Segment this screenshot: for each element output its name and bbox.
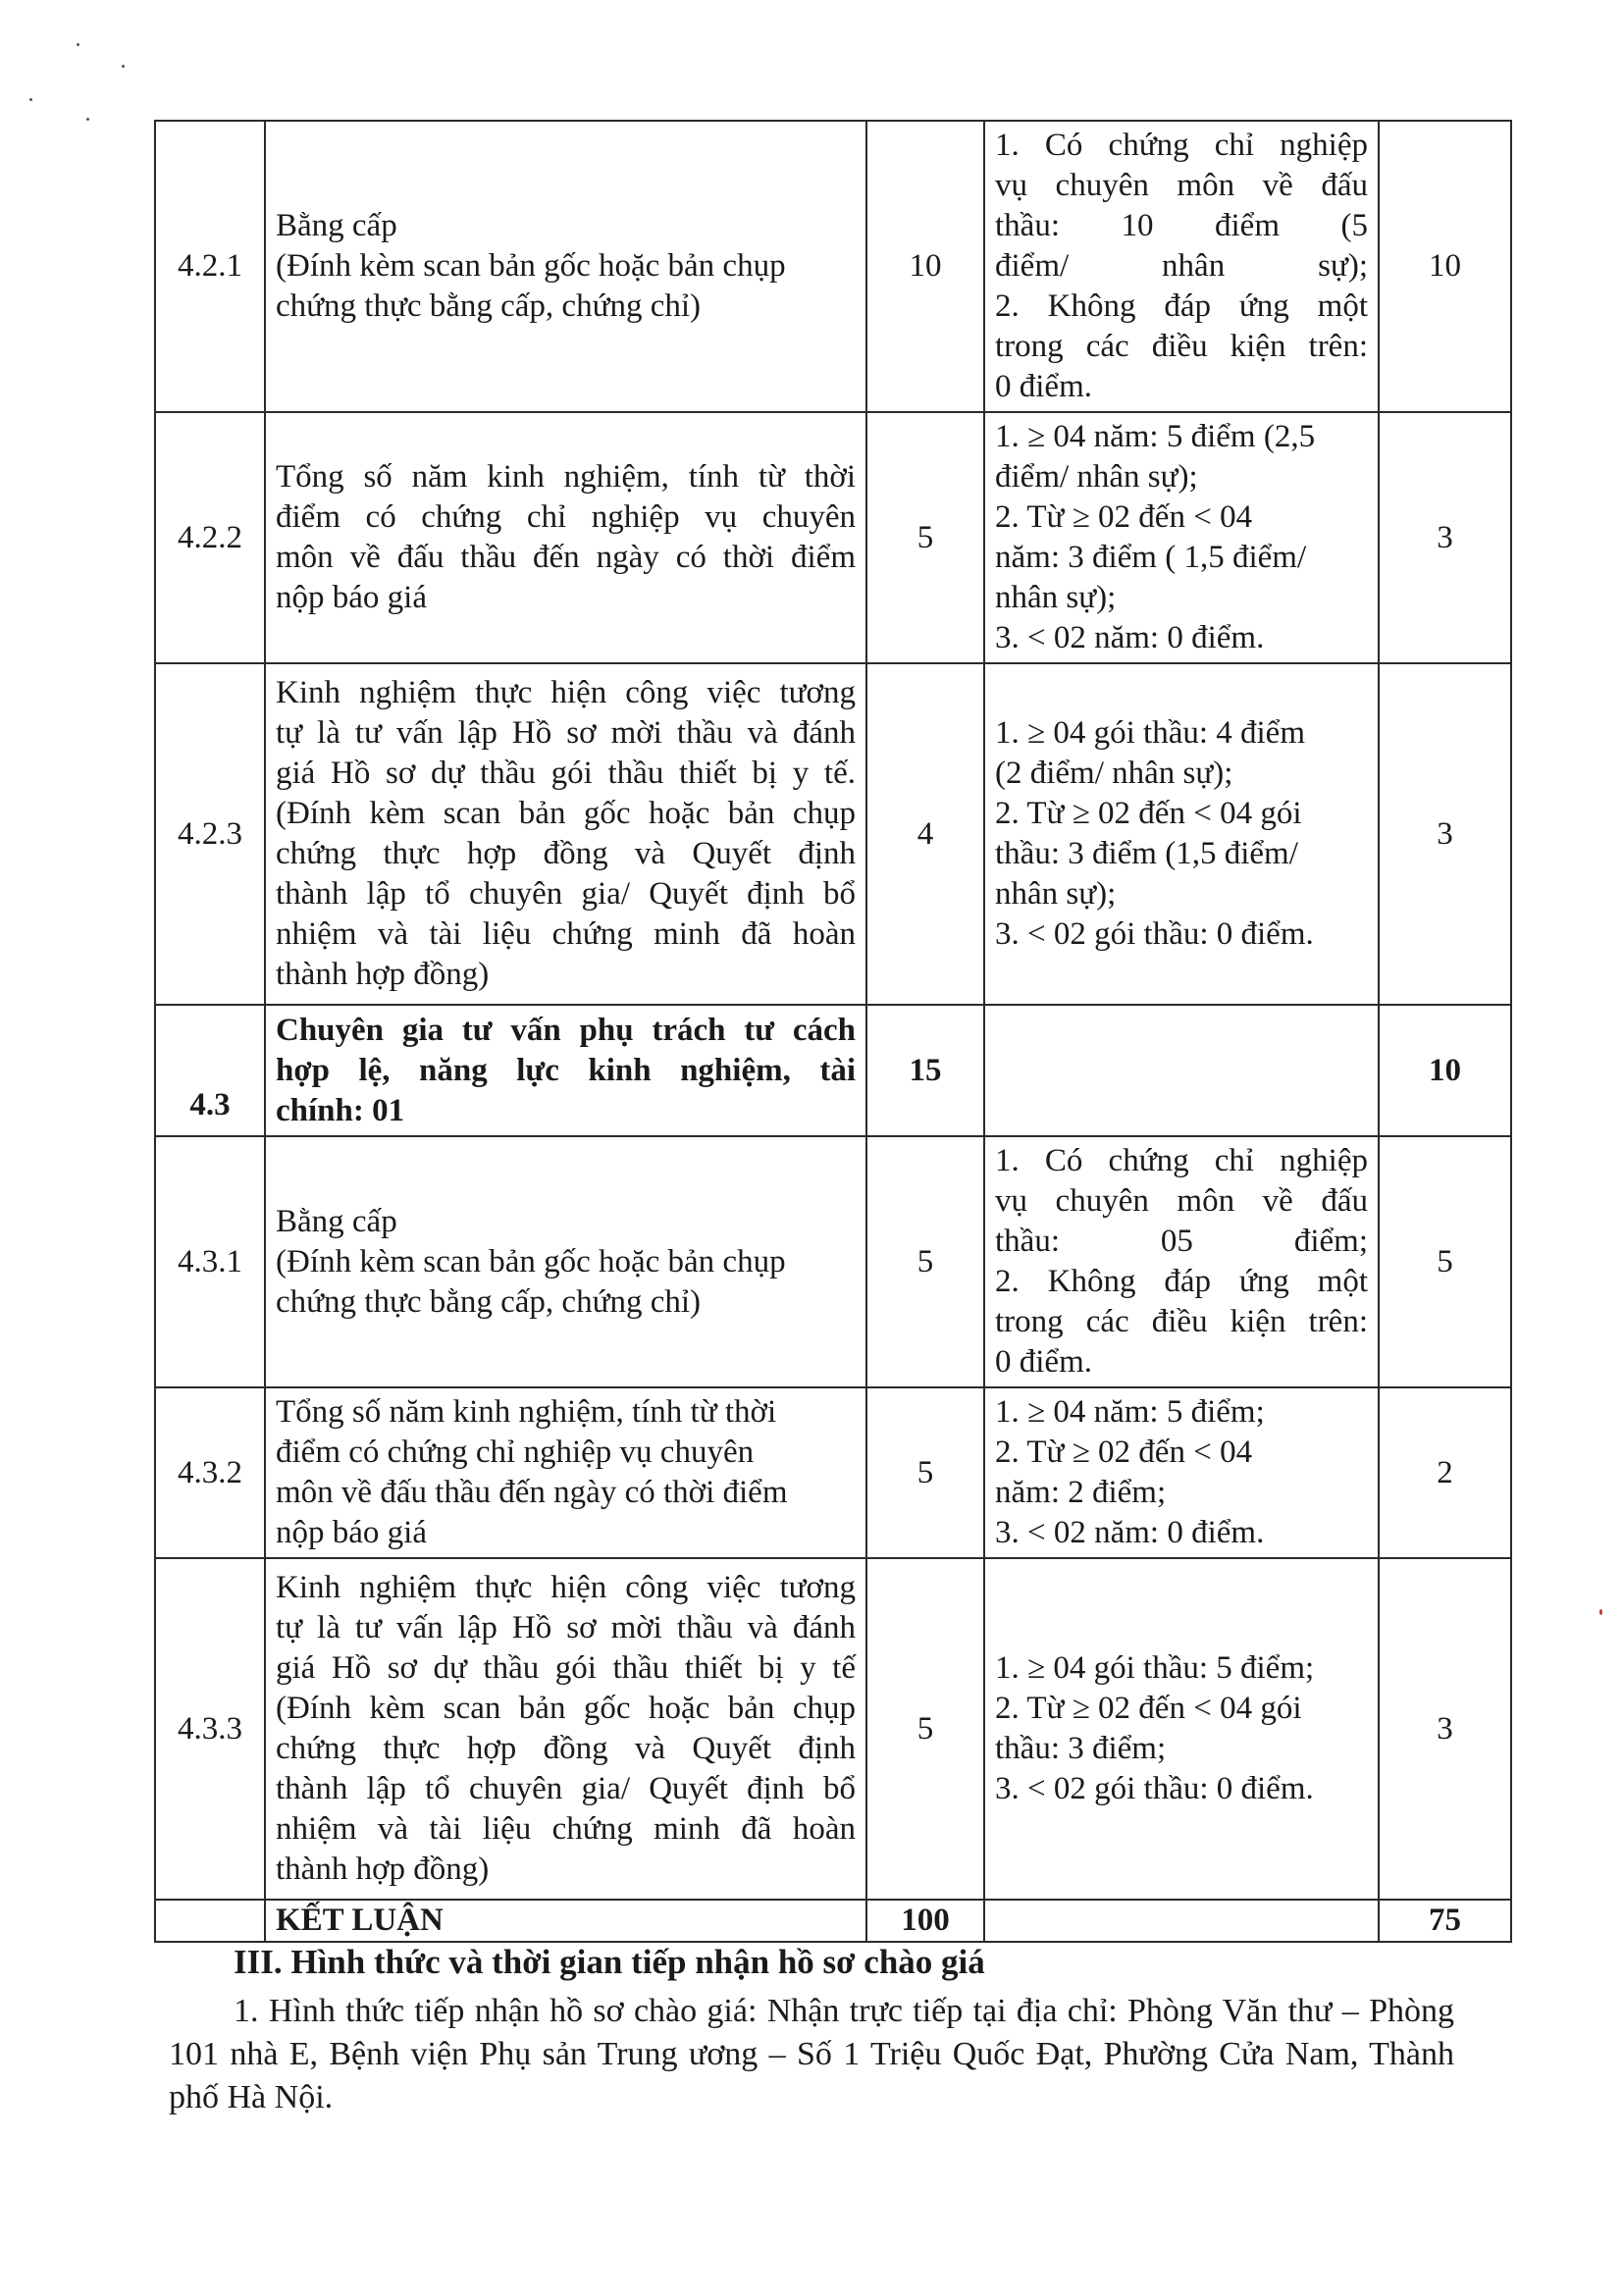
- scoring-rules: [984, 1136, 1379, 1387]
- description-line: nộp báo giá: [276, 580, 427, 615]
- description-line: tự là tư vấn lập Hồ sơ mời thầu và đánh: [276, 1610, 856, 1645]
- description-line: chứng thực bằng cấp, chứng chỉ): [276, 1283, 702, 1320]
- description-line: tự là tư vấn lập Hồ sơ mời thầu và đánh: [276, 715, 856, 751]
- scoring-rules: [984, 1558, 1379, 1900]
- description-line: Bằng cấp: [276, 1203, 397, 1239]
- rule-line: điểm/ nhân sự);: [995, 459, 1198, 495]
- criterion-id: 4.3.1: [155, 1136, 265, 1387]
- rule-line: 2. Từ ≥ 02 đến < 04: [995, 1435, 1253, 1470]
- rule-line: 2. Từ ≥ 02 đến < 04 gói: [995, 1691, 1302, 1726]
- scan-speck: [77, 43, 79, 46]
- criterion-id: 4.2.1: [155, 121, 265, 412]
- rule-line: 2. Không đáp ứng một: [995, 1264, 1368, 1299]
- section-heading: III. Hình thức và thời gian tiếp nhận hồ sơ chào giá: [234, 1943, 985, 1981]
- scoring-rules: [984, 1387, 1379, 1558]
- rule-line: nhân sự);: [995, 580, 1117, 615]
- table-row: [155, 1558, 1511, 1900]
- description-line: Kinh nghiệm thực hiện công việc tương: [276, 1570, 856, 1605]
- description-line: chứng thực hợp đồng và Quyết định: [276, 836, 856, 871]
- scan-speck: [1599, 1609, 1602, 1615]
- awarded-score: 5: [1379, 1136, 1511, 1387]
- max-points: 15: [866, 1005, 984, 1136]
- description-line: điểm có chứng chỉ nghiệp vụ chuyên: [276, 499, 856, 535]
- criterion-description: [265, 1558, 866, 1900]
- max-points: 5: [866, 1136, 984, 1387]
- rule-line: 1. Có chứng chỉ nghiệp: [995, 128, 1368, 163]
- description-line: môn về đấu thầu đến ngày có thời điểm: [276, 1475, 788, 1510]
- description-line: nhiệm và tài liệu chứng minh đã hoàn: [276, 916, 856, 952]
- scoring-rules: [984, 121, 1379, 412]
- criterion-id: 4.3.2: [155, 1387, 265, 1558]
- description-line: Chuyên gia tư vấn phụ trách tư cách: [276, 1012, 856, 1048]
- rule-line: vụ chuyên môn về đấu: [995, 1183, 1368, 1219]
- rule-line: 0 điểm.: [995, 369, 1092, 404]
- description-line: chứng thực hợp đồng và Quyết định: [276, 1731, 856, 1766]
- scan-speck: [86, 118, 89, 121]
- awarded-score: 3: [1379, 663, 1511, 1005]
- rule-line: 0 điểm.: [995, 1344, 1092, 1380]
- table-row: [155, 121, 1511, 412]
- description-line: thành lập tổ chuyên gia/ Quyết định bổ: [276, 876, 856, 912]
- max-points: 5: [866, 412, 984, 663]
- rule-line: thầu: 3 điểm (1,5 điểm/: [995, 836, 1298, 871]
- description-line: Kinh nghiệm thực hiện công việc tương: [276, 675, 856, 710]
- scan-speck: [122, 65, 125, 68]
- awarded-score: 3: [1379, 1558, 1511, 1900]
- rule-line: thầu: 3 điểm;: [995, 1731, 1167, 1766]
- rule-line: 1. ≥ 04 gói thầu: 5 điểm;: [995, 1650, 1315, 1686]
- criterion-id: 4.3: [155, 1005, 265, 1136]
- description-line: (Đính kèm scan bản gốc hoặc bản chụp: [276, 248, 786, 284]
- description-line: thành lập tổ chuyên gia/ Quyết định bổ: [276, 1771, 856, 1806]
- criterion-description: [265, 663, 866, 1005]
- conclusion-id-cell: [155, 1900, 265, 1942]
- criterion-description: [265, 1136, 866, 1387]
- description-line: chính: 01: [276, 1092, 405, 1128]
- description-line: Bằng cấp: [276, 208, 397, 243]
- description-line: môn về đấu thầu đến ngày có thời điểm: [276, 540, 856, 575]
- scoring-rules: [984, 412, 1379, 663]
- section-iii: [169, 1941, 1454, 2119]
- table-row: [155, 412, 1511, 663]
- awarded-score: 3: [1379, 412, 1511, 663]
- description-line: hợp lệ, năng lực kinh nghiệm, tài: [276, 1052, 856, 1088]
- max-points: 5: [866, 1558, 984, 1900]
- description-line: nhiệm và tài liệu chứng minh đã hoàn: [276, 1811, 856, 1847]
- total-score: 75: [1379, 1900, 1511, 1942]
- scoring-rules: [984, 1005, 1379, 1136]
- rule-line: 1. ≥ 04 năm: 5 điểm (2,5: [995, 419, 1316, 454]
- conclusion-label: KẾT LUẬN: [265, 1900, 866, 1942]
- max-points: 5: [866, 1387, 984, 1558]
- description-line: nộp báo giá: [276, 1515, 427, 1550]
- description-line: giá Hồ sơ dự thầu gói thầu thiết bị y tế.: [276, 756, 856, 791]
- description-line: (Đính kèm scan bản gốc hoặc bản chụp: [276, 1691, 856, 1726]
- criterion-id: 4.2.2: [155, 412, 265, 663]
- description-line: Tổng số năm kinh nghiệm, tính từ thời: [276, 1394, 777, 1430]
- rule-line: 3. < 02 gói thầu: 0 điểm.: [995, 916, 1314, 952]
- table-row: [155, 1387, 1511, 1558]
- rule-line: thầu: 10 điểm (5: [995, 208, 1368, 243]
- rule-line: trong các điều kiện trên:: [995, 329, 1368, 364]
- description-line: giá Hồ sơ dự thầu gói thầu thiết bị y tế: [276, 1650, 856, 1686]
- rule-line: 2. Không đáp ứng một: [995, 288, 1368, 324]
- rule-line: 2. Từ ≥ 02 đến < 04: [995, 499, 1253, 535]
- rule-line: (2 điểm/ nhân sự);: [995, 756, 1233, 791]
- rule-line: 1. Có chứng chỉ nghiệp: [995, 1143, 1368, 1178]
- criterion-description: [265, 1005, 866, 1136]
- conclusion-row: [155, 1900, 1511, 1942]
- rule-line: trong các điều kiện trên:: [995, 1304, 1368, 1339]
- rule-line: nhân sự);: [995, 876, 1117, 912]
- criterion-id: 4.3.3: [155, 1558, 265, 1900]
- awarded-score: 2: [1379, 1387, 1511, 1558]
- conclusion-rule-cell: [984, 1900, 1379, 1942]
- scoring-rules: [984, 663, 1379, 1005]
- awarded-score: 10: [1379, 1005, 1511, 1136]
- total-max-points: 100: [866, 1900, 984, 1942]
- rule-line: 1. ≥ 04 gói thầu: 4 điểm: [995, 715, 1305, 751]
- table-row: [155, 1136, 1511, 1387]
- max-points: 10: [866, 121, 984, 412]
- table-row-group-header: [155, 1005, 1511, 1136]
- rule-line: 3. < 02 năm: 0 điểm.: [995, 1515, 1265, 1550]
- criterion-description: [265, 121, 866, 412]
- table-row: [155, 663, 1511, 1005]
- criterion-id: 4.2.3: [155, 663, 265, 1005]
- rule-line: 3. < 02 gói thầu: 0 điểm.: [995, 1771, 1314, 1806]
- description-line: (Đính kèm scan bản gốc hoặc bản chụp: [276, 796, 856, 831]
- section-paragraph: 1. Hình thức tiếp nhận hồ sơ chào giá: Nhận trực tiếp tại địa chỉ: Phòng Văn thư – Phòng 101 nhà E, Bệnh viện Phụ sản Trung ương – Số 1 Triệu Quốc Đạt, Phường Cửa Nam, Thành phố Hà Nội.: [169, 1993, 1454, 2115]
- criterion-description: [265, 1387, 866, 1558]
- description-line: Tổng số năm kinh nghiệm, tính từ thời: [276, 459, 856, 495]
- rule-line: năm: 2 điểm;: [995, 1475, 1167, 1510]
- scan-speck: [29, 98, 32, 101]
- rule-line: 3. < 02 năm: 0 điểm.: [995, 620, 1265, 655]
- rule-line: năm: 3 điểm ( 1,5 điểm/: [995, 540, 1307, 575]
- rule-line: vụ chuyên môn về đấu: [995, 168, 1368, 203]
- description-line: điểm có chứng chỉ nghiệp vụ chuyên: [276, 1435, 755, 1470]
- rule-line: thầu: 05 điểm;: [995, 1224, 1368, 1259]
- description-line: (Đính kèm scan bản gốc hoặc bản chụp: [276, 1243, 786, 1279]
- description-line: thành hợp đồng): [276, 957, 490, 992]
- rule-line: 2. Từ ≥ 02 đến < 04 gói: [995, 796, 1302, 831]
- description-line: thành hợp đồng): [276, 1852, 490, 1887]
- awarded-score: 10: [1379, 121, 1511, 412]
- criterion-description: [265, 412, 866, 663]
- description-line: chứng thực bằng cấp, chứng chỉ): [276, 288, 702, 324]
- rule-line: 1. ≥ 04 năm: 5 điểm;: [995, 1394, 1265, 1430]
- scoring-table: [154, 120, 1512, 1943]
- rule-line: điểm/ nhân sự);: [995, 248, 1368, 284]
- max-points: 4: [866, 663, 984, 1005]
